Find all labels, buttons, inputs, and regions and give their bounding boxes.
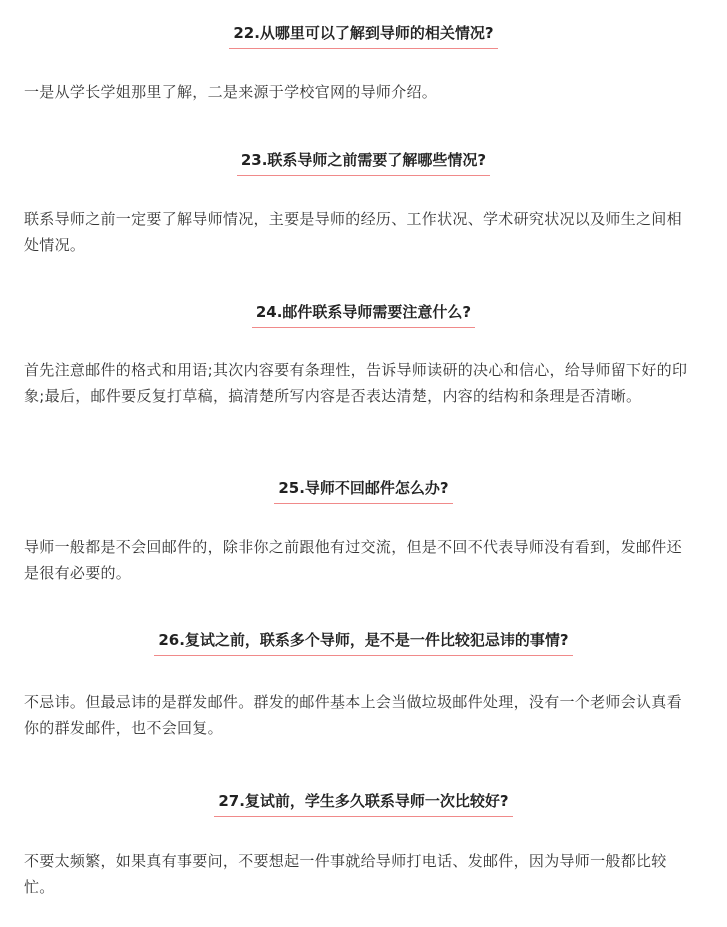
question-heading-22	[0, 16, 727, 49]
answer-paragraph-22: 一是从学长学姐那里了解，二是来源于学校官网的导师介绍。	[24, 83, 438, 101]
question-text: 23.联系导师之前需要了解哪些情况?	[237, 149, 490, 176]
question-heading-23	[0, 143, 727, 176]
question-text: 22.从哪里可以了解到导师的相关情况?	[229, 22, 497, 49]
question-heading-26	[0, 623, 727, 656]
question-heading-25	[0, 471, 727, 504]
answer-paragraph-25: 导师一般都是不会回邮件的，除非你之前跟他有过交流，但是不回不代表导师没有看到，发邮件还是很有必要的。	[24, 538, 682, 582]
answer-paragraph-23: 联系导师之前一定要了解导师情况，主要是导师的经历、工作状况、学术研究状况以及师生之间相处情况。	[24, 210, 682, 254]
question-text: 24.邮件联系导师需要注意什么?	[252, 301, 475, 328]
question-heading-27	[0, 784, 727, 817]
question-heading-24	[0, 295, 727, 328]
question-text: 27.复试前，学生多久联系导师一次比较好?	[214, 790, 512, 817]
answer-paragraph-24: 首先注意邮件的格式和用语;其次内容要有条理性，告诉导师读研的决心和信心，给导师留下好的印象;最后，邮件要反复打草稿，搞清楚所写内容是否表达清楚，内容的结构和条理是否清晰。	[24, 361, 688, 405]
question-text: 26.复试之前，联系多个导师，是不是一件比较犯忌讳的事情?	[154, 629, 572, 656]
answer-paragraph-26: 不忌讳。但最忌讳的是群发邮件。群发的邮件基本上会当做垃圾邮件处理，没有一个老师会认真看你的群发邮件，也不会回复。	[24, 693, 682, 737]
answer-paragraph-27: 不要太频繁，如果真有事要问，不要想起一件事就给导师打电话、发邮件，因为导师一般都比较忙。	[24, 852, 667, 896]
question-text: 25.导师不回邮件怎么办?	[274, 477, 452, 504]
